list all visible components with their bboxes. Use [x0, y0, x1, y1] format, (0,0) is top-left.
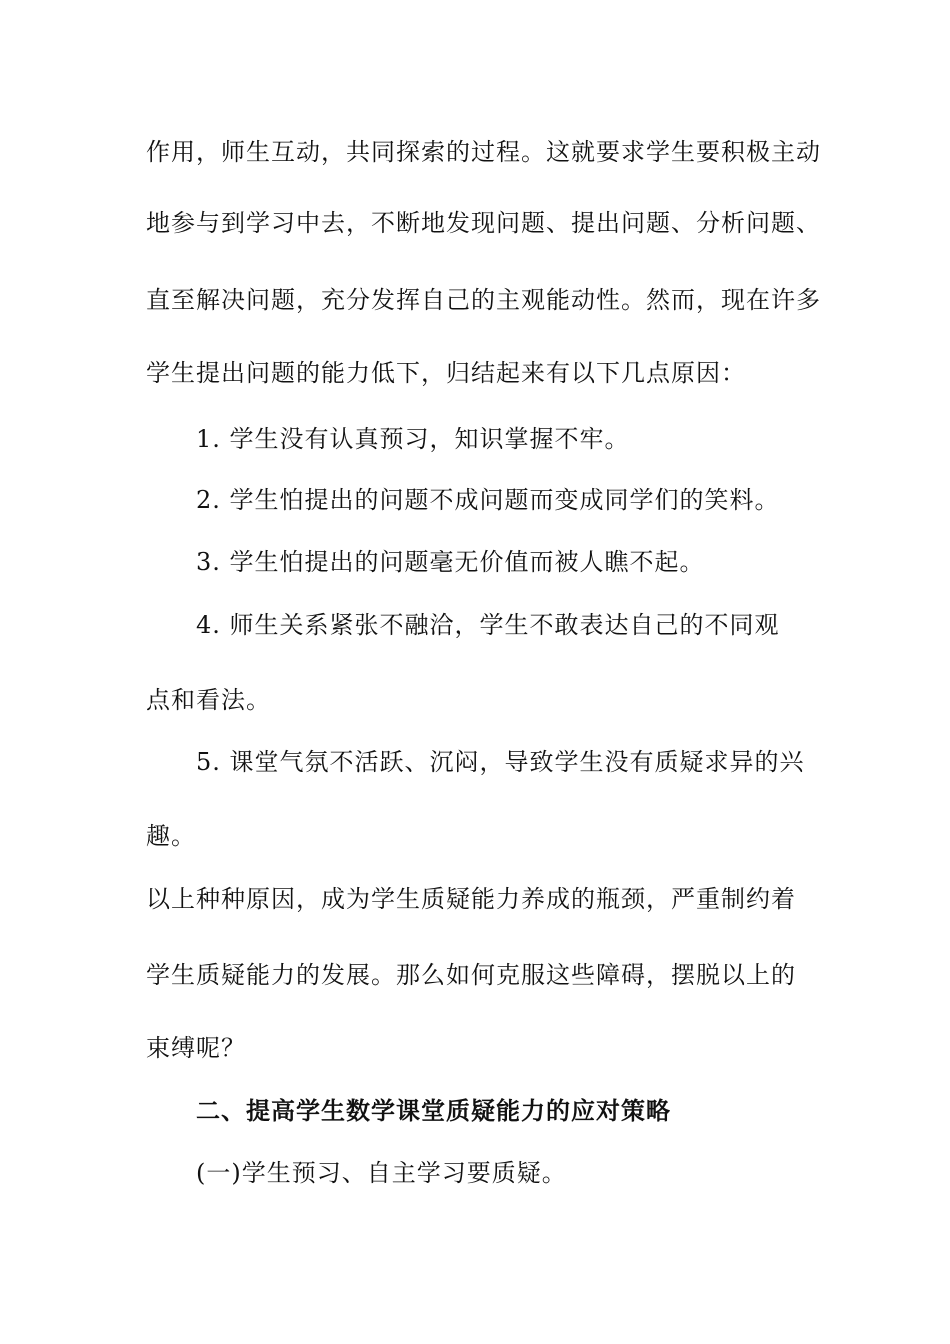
list-item-continuation: 趣。: [146, 822, 196, 850]
paragraph-line: 学生质疑能力的发展。那么如何克服这些障碍，摆脱以上的: [146, 961, 796, 989]
list-item: 2. 学生怕提出的问题不成问题而变成同学们的笑料。: [196, 486, 780, 514]
paragraph-line: 直至解决问题，充分发挥自己的主观能动性。然而，现在许多: [146, 286, 821, 314]
list-item: 1. 学生没有认真预习，知识掌握不牢。: [196, 425, 630, 453]
subsection-heading: (一)学生预习、自主学习要质疑。: [196, 1159, 567, 1187]
list-item-continuation: 点和看法。: [146, 686, 271, 714]
list-item: 5. 课堂气氛不活跃、沉闷，导致学生没有质疑求异的兴: [196, 748, 805, 776]
paragraph-line: 地参与到学习中去，不断地发现问题、提出问题、分析问题、: [146, 209, 821, 237]
section-heading: 二、提高学生数学课堂质疑能力的应对策略: [196, 1096, 671, 1125]
paragraph-line: 学生提出问题的能力低下，归结起来有以下几点原因：: [146, 359, 746, 387]
list-item: 3. 学生怕提出的问题毫无价值而被人瞧不起。: [196, 548, 705, 576]
list-item: 4. 师生关系紧张不融洽，学生不敢表达自己的不同观: [196, 611, 780, 639]
paragraph-line: 以上种种原因，成为学生质疑能力养成的瓶颈，严重制约着: [146, 885, 796, 913]
paragraph-line: 作用，师生互动，共同探索的过程。这就要求学生要积极主动: [146, 138, 821, 166]
paragraph-line: 束缚呢？: [146, 1034, 246, 1062]
